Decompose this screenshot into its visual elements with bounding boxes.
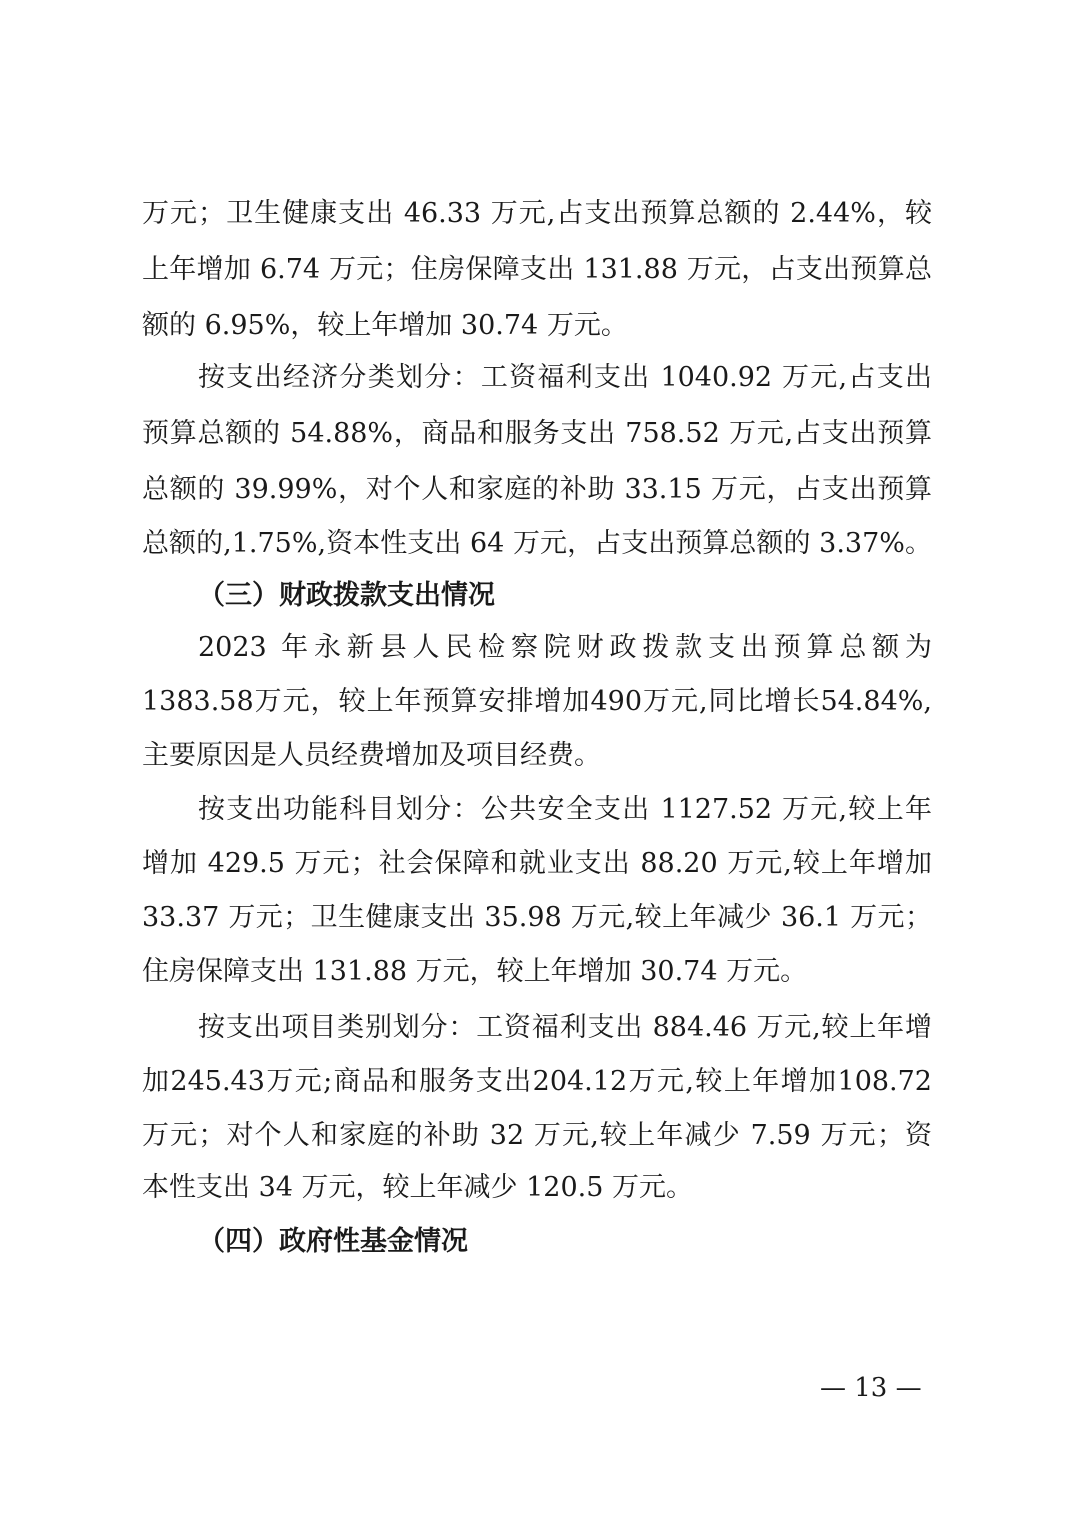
paragraph-line: 主要原因是人员经费增加及项目经费。 (142, 740, 601, 771)
paragraph-line: 上年增加 6.74 万元；住房保障支出 131.88 万元，占支出预算总 (142, 254, 932, 285)
paragraph-line: 增加 429.5 万元；社会保障和就业支出 88.20 万元,较上年增加 (142, 848, 932, 879)
paragraph-line: 额的 6.95%，较上年增加 30.74 万元。 (142, 310, 628, 341)
paragraph-line: 加245.43万元;商品和服务支出204.12万元,较上年增加108.72 (142, 1066, 932, 1097)
paragraph-line: 总额的 39.99%，对个人和家庭的补助 33.15 万元，占支出预算 (142, 474, 932, 505)
paragraph-line: 按支出项目类别划分：工资福利支出 884.46 万元,较上年增 (198, 1012, 932, 1043)
section-heading: （四）政府性基金情况 (198, 1226, 468, 1257)
section-heading: （三）财政拨款支出情况 (198, 580, 495, 611)
paragraph-line: 按支出功能科目划分：公共安全支出 1127.52 万元,较上年 (198, 794, 932, 825)
paragraph-line: 33.37 万元；卫生健康支出 35.98 万元,较上年减少 36.1 万元； (142, 902, 932, 933)
paragraph-line: 2023 年永新县人民检察院财政拨款支出预算总额为 (198, 632, 932, 663)
page-number: — 13 — (820, 1373, 922, 1403)
paragraph-line: 住房保障支出 131.88 万元，较上年增加 30.74 万元。 (142, 956, 808, 987)
paragraph-line: 1383.58万元，较上年预算安排增加490万元,同比增长54.84%, (142, 686, 932, 717)
paragraph-line: 本性支出 34 万元，较上年减少 120.5 万元。 (142, 1172, 693, 1203)
paragraph-line: 总额的,1.75%,资本性支出 64 万元，占支出预算总额的 3.37%。 (142, 528, 932, 559)
paragraph-line: 万元；卫生健康支出 46.33 万元,占支出预算总额的 2.44%，较 (142, 198, 932, 229)
paragraph-line: 预算总额的 54.88%，商品和服务支出 758.52 万元,占支出预算 (142, 418, 932, 449)
paragraph-line: 按支出经济分类划分：工资福利支出 1040.92 万元,占支出 (198, 362, 932, 393)
paragraph-line: 万元；对个人和家庭的补助 32 万元,较上年减少 7.59 万元；资 (142, 1120, 932, 1151)
